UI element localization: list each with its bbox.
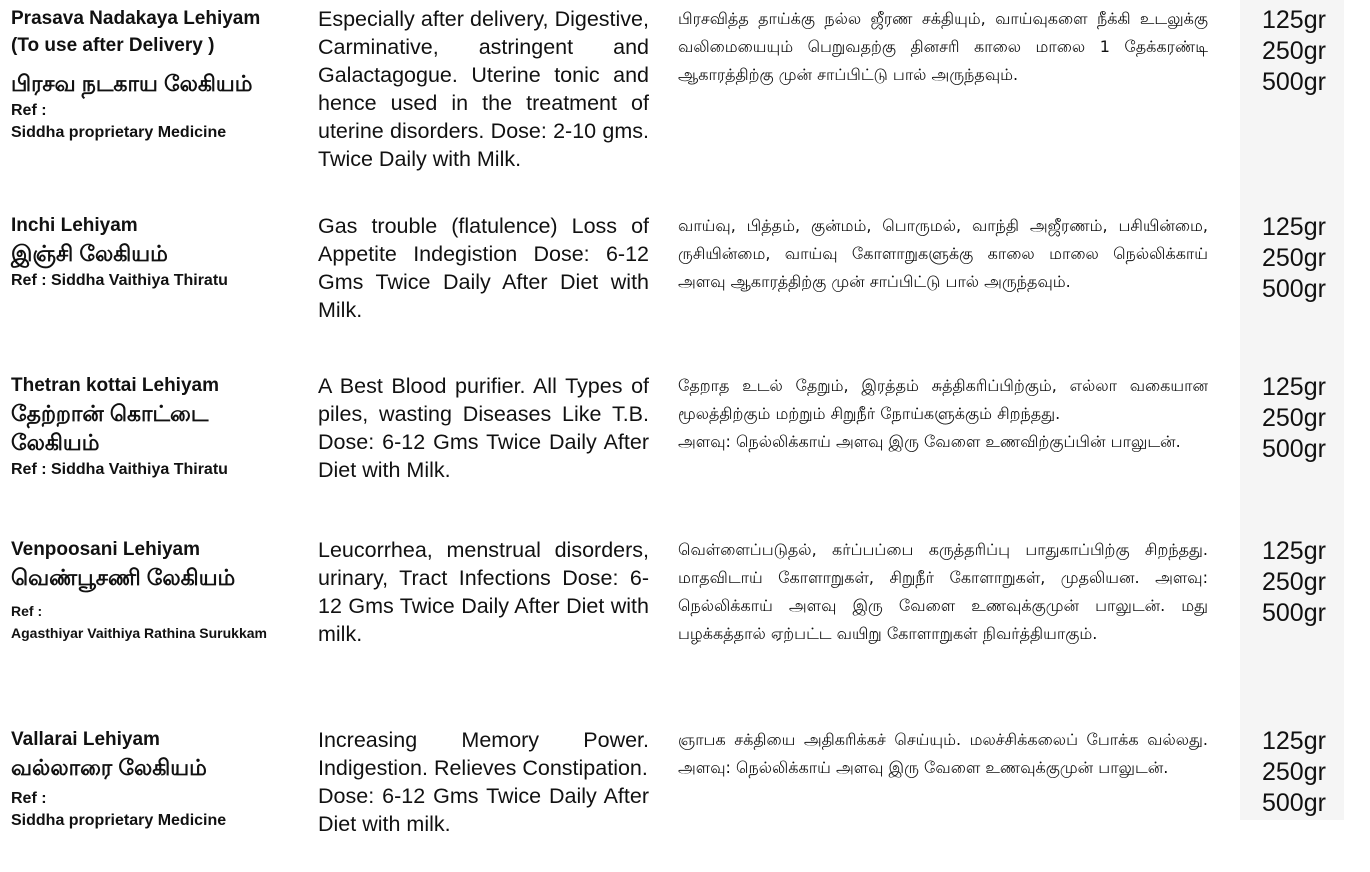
product-description-tamil: தேறாத உடல் தேறும், இரத்தம் சுத்திகரிப்பிற்கும், எல்லா வகையான மூலத்திற்கும் மற்றும் சிறுநீர் நோய்களுக்கும் சிறந்தது. xyxy=(678,376,1208,423)
product-description: Leucorrhea, menstrual disorders, urinary, Tract Infections Dose: 6-12 Gms Twice Daily After Diet with milk. xyxy=(318,538,649,646)
product-description-block xyxy=(318,726,649,838)
product-name-tamil: தேற்றான் கொட்டை xyxy=(11,401,209,426)
pack-size: 125gr xyxy=(1262,727,1326,755)
pack-size: 125gr xyxy=(1262,213,1326,241)
reference-source: Ref : Siddha Vaithiya Thiratu xyxy=(11,272,228,289)
pack-size: 125gr xyxy=(1262,6,1326,34)
pack-size: 250gr xyxy=(1262,568,1326,596)
pack-sizes xyxy=(1262,536,1338,629)
product-description-tamil: வாய்வு, பித்தம், குன்மம், பொருமல், வாந்தி அஜீரணம், பசியின்மை, ருசியின்மை, வாய்வு கோளாறுகளுக்கு காலை மாலை நெல்லிக்காய் அளவு ஆகாரத்திற்கு முன் சாப்பிட்டு பால் அருந்தவும். xyxy=(678,216,1208,291)
product-name-block xyxy=(11,212,309,292)
pack-size: 500gr xyxy=(1262,789,1326,817)
reference-source: Ref : Siddha Vaithiya Thiratu xyxy=(11,461,228,478)
product-description: Gas trouble (flatulence) Loss of Appetite Indegistion Dose: 6-12 Gms Twice Daily After Diet with Milk. xyxy=(318,214,649,322)
product-dose: Dose: 6-12 Gms Twice Daily After Diet with milk. xyxy=(318,784,649,836)
pack-size: 250gr xyxy=(1262,404,1326,432)
product-description-tamil: வெள்ளைப்படுதல், கர்ப்பப்பை கருத்தரிப்பு பாதுகாப்பிற்கு சிறந்தது. மாதவிடாய் கோளாறுகள், சிறுநீர் கோளாறுகள், முதலியன. அளவு: நெல்லிக்காய் அளவு இரு வேளை உணவுக்குமுன் பாலுடன். மது பழக்கத்தால் ஏற்பட்ட வயிறு கோளாறுகள் நிவர்த்தியாகும். xyxy=(678,540,1208,643)
product-name-block xyxy=(11,372,309,481)
pack-size: 500gr xyxy=(1262,435,1326,463)
pack-size: 250gr xyxy=(1262,758,1326,786)
product-description-tamil-block xyxy=(678,372,1208,456)
pack-sizes xyxy=(1262,726,1338,819)
product-name-block xyxy=(11,5,309,144)
reference-source: Siddha proprietary Medicine xyxy=(11,124,227,141)
reference-source: Agasthiyar Vaithiya Rathina Surukkam xyxy=(11,625,267,641)
product-usage-note: (To use after Delivery ) xyxy=(11,35,215,56)
reference-label: Ref : xyxy=(11,102,47,119)
product-name-english: Inchi Lehiyam xyxy=(11,215,138,236)
product-name-tamil: வெண்பூசணி லேகியம் xyxy=(11,565,236,590)
pack-size: 500gr xyxy=(1262,68,1326,96)
pack-size: 125gr xyxy=(1262,537,1326,565)
product-description: A Best Blood purifier. All Types of piles, wasting Diseases Like T.B. Dose: 6-12 Gms Twice Daily After Diet with Milk. xyxy=(318,374,649,482)
pack-sizes xyxy=(1262,212,1338,305)
reference-label: Ref : xyxy=(11,790,47,807)
product-description: Increasing Memory Power. Indigestion. Relieves Constipation. xyxy=(318,728,649,780)
pack-size: 500gr xyxy=(1262,599,1326,627)
reference-source: Siddha proprietary Medicine xyxy=(11,812,227,829)
product-description: Especially after delivery, Digestive, Carminative, astringent and Galactagogue. Uterine tonic and hence used in the treatment of uterine disorders. Dose: 2-10 gms. Twice Daily with Milk. xyxy=(318,7,649,171)
pack-size: 250gr xyxy=(1262,37,1326,65)
product-dose-tamil: அளவு: நெல்லிக்காய் அளவு இரு வேளை உணவிற்குப்பின் பாலுடன். xyxy=(678,432,1181,451)
pack-size: 250gr xyxy=(1262,244,1326,272)
product-description-tamil: பிரசவித்த தாய்க்கு நல்ல ஜீரண சக்தியும், வாய்வுகளை நீக்கி உடலுக்கு வலிமையையும் பெறுவதற்கு தினசரி காலை மாலை 1 தேக்கரண்டி ஆகாரத்திற்கு முன் சாப்பிட்டு பால் அருந்தவும். xyxy=(678,9,1208,84)
product-name-tamil: வல்லாரை லேகியம் xyxy=(11,755,207,780)
product-name-english: Vallarai Lehiyam xyxy=(11,729,160,750)
product-description-tamil: ஞாபக சக்தியை அதிகரிக்கச் செய்யும். மலச்சிக்கலைப் போக்க வல்லது. அளவு: நெல்லிக்காய் அளவு இரு வேளை உணவுக்குமுன் பாலுடன். xyxy=(678,730,1208,777)
product-name-english: Thetran kottai Lehiyam xyxy=(11,375,219,396)
product-name-block xyxy=(11,536,309,644)
reference-label: Ref : xyxy=(11,603,43,619)
pack-sizes xyxy=(1262,5,1338,98)
product-name-english: Venpoosani Lehiyam xyxy=(11,539,200,560)
pack-sizes xyxy=(1262,372,1338,465)
pack-size: 125gr xyxy=(1262,373,1326,401)
pack-size: 500gr xyxy=(1262,275,1326,303)
product-name-tamil: இஞ்சி லேகியம் xyxy=(11,241,168,266)
product-name-tamil: பிரசவ நடகாய லேகியம் xyxy=(11,71,253,96)
product-name-tamil: லேகியம் xyxy=(11,430,100,455)
product-name-english: Prasava Nadakaya Lehiyam xyxy=(11,8,261,29)
product-name-block xyxy=(11,726,309,832)
